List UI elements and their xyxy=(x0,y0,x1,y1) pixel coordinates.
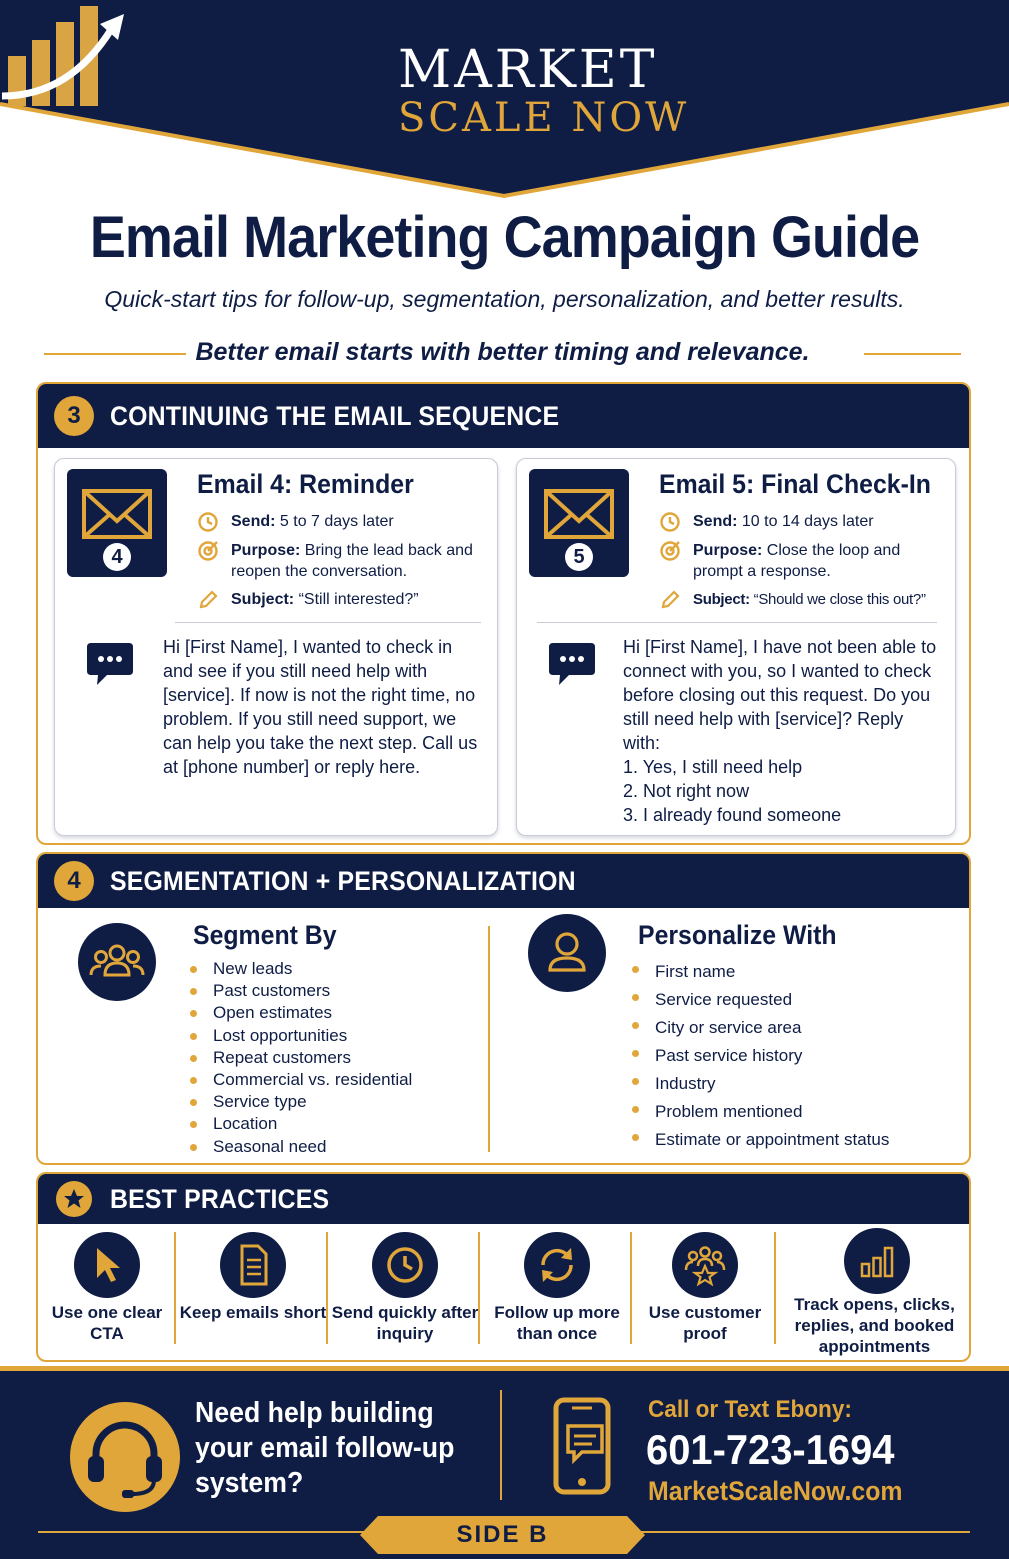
list-item: Past service history xyxy=(630,1042,950,1070)
section-3-title: CONTINUING THE EMAIL SEQUENCE xyxy=(110,400,560,431)
list-item: Service type xyxy=(188,1091,488,1113)
email-5-message-text: Hi [First Name], I have not been able to connect with you, so I wanted to check before closing out this request. Do you still need help with [service]? Reply with: xyxy=(623,637,937,753)
target-icon xyxy=(197,540,219,562)
need-help-text: Need help building your email follow-up system? xyxy=(195,1397,455,1499)
list-item: Location xyxy=(188,1113,488,1135)
footer xyxy=(0,1366,1009,1559)
list-item: Service requested xyxy=(630,986,950,1014)
reply-option: 1. Yes, I still need help xyxy=(623,757,803,777)
best-practice-divider xyxy=(326,1232,328,1344)
brand-line-2: SCALE NOW xyxy=(398,95,690,141)
list-item: Problem mentioned xyxy=(630,1098,950,1126)
brand-wordmark xyxy=(398,40,798,141)
envelope-icon xyxy=(529,469,629,577)
email-5-message xyxy=(623,635,943,827)
email-4-purpose-label: Purpose: xyxy=(231,542,301,559)
personalize-with-title: Personalize With xyxy=(638,920,837,950)
email-5-badge: 5 xyxy=(565,543,593,571)
best-practice-divider xyxy=(174,1232,176,1344)
best-practice-item xyxy=(778,1224,971,1359)
best-practice-item xyxy=(38,1224,176,1359)
section-best-practices xyxy=(36,1172,971,1362)
section-4-title: SEGMENTATION + PERSONALIZATION xyxy=(110,865,576,896)
best-practice-divider xyxy=(630,1232,632,1344)
section-email-sequence xyxy=(36,382,971,845)
chat-bubble-icon xyxy=(85,639,135,689)
page-title: Email Marketing Campaign Guide xyxy=(89,205,920,270)
email-5-purpose-row xyxy=(659,540,949,582)
best-practices-row xyxy=(38,1224,971,1362)
footer-rule-right xyxy=(640,1531,970,1533)
email-5-card xyxy=(516,458,956,836)
envelope-icon xyxy=(67,469,167,577)
email-4-subject-value: “Still interested?” xyxy=(298,591,419,608)
email-4-purpose-row xyxy=(197,540,497,582)
best-practice-item xyxy=(178,1224,328,1359)
list-item: Open estimates xyxy=(188,1002,488,1024)
footer-divider xyxy=(500,1390,502,1500)
section-3-number: 3 xyxy=(54,396,94,436)
email-4-subject-row xyxy=(197,589,497,610)
section-4-header xyxy=(38,854,969,908)
email-5-subject-value: “Should we close this out?” xyxy=(753,591,926,608)
email-4-divider xyxy=(175,622,481,623)
star-icon xyxy=(56,1181,92,1217)
email-5-purpose-value: Close the loop and prompt a response. xyxy=(693,542,901,580)
document-icon xyxy=(220,1232,286,1298)
header-banner xyxy=(0,0,1009,200)
email-4-message: Hi [First Name], I wanted to check in and see if you still need help with [service]. If now is not the right time, no problem. If you still need support, we can help you take the next step. Call us at [phone number] or reply here. xyxy=(163,637,478,777)
brand-line-1: MARKET xyxy=(398,40,658,100)
best-practice-label: Keep emails short xyxy=(179,1303,327,1322)
email-4-purpose-value: Bring the lead back and reopen the conversation. xyxy=(231,542,473,580)
list-item: Commercial vs. residential xyxy=(188,1069,488,1091)
email-4-badge: 4 xyxy=(103,543,131,571)
email-5-send-row xyxy=(659,511,949,532)
call-label: Call or Text Ebony: xyxy=(648,1396,852,1423)
growth-chart-logo-icon xyxy=(0,0,140,110)
target-icon xyxy=(659,540,681,562)
list-item: Repeat customers xyxy=(188,1047,488,1069)
best-practices-title: BEST PRACTICES xyxy=(110,1183,330,1214)
side-tab xyxy=(360,1516,645,1554)
footer-gold-rule xyxy=(0,1366,1009,1371)
website-link[interactable]: MarketScaleNow.com xyxy=(648,1476,903,1506)
segment-by-list xyxy=(188,958,488,1158)
email-4-title: Email 4: Reminder xyxy=(197,469,414,499)
list-item: First name xyxy=(630,958,950,986)
email-5-reply-options xyxy=(623,755,943,827)
phone-number[interactable]: 601-723-1694 xyxy=(646,1426,895,1473)
best-practice-divider xyxy=(774,1232,776,1344)
list-item: Lost opportunities xyxy=(188,1025,488,1047)
email-5-divider xyxy=(537,622,937,623)
segment-divider xyxy=(488,926,490,1152)
best-practice-item xyxy=(330,1224,480,1359)
list-item: New leads xyxy=(188,958,488,980)
group-star-icon xyxy=(672,1232,738,1298)
email-4-card xyxy=(54,458,498,836)
headset-icon xyxy=(70,1402,180,1512)
personalize-with-list xyxy=(630,958,950,1154)
pencil-icon xyxy=(659,589,681,611)
list-item: Estimate or appointment status xyxy=(630,1126,950,1154)
page-subtitle: Quick-start tips for follow-up, segmentation, personalization, and better results. xyxy=(104,286,905,312)
best-practice-item xyxy=(634,1224,776,1359)
section-segmentation xyxy=(36,852,971,1165)
cursor-icon xyxy=(74,1232,140,1298)
reply-option: 3. I already found someone xyxy=(623,805,842,825)
side-label: SIDE B xyxy=(456,1521,549,1548)
list-item: City or service area xyxy=(630,1014,950,1042)
best-practice-label: Use one clear CTA xyxy=(51,1303,163,1343)
tagline-row xyxy=(44,338,961,370)
email-5-title: Email 5: Final Check-In xyxy=(659,469,931,499)
best-practice-label: Send quickly after inquiry xyxy=(331,1303,479,1343)
email-5-subject-label: Subject: xyxy=(693,591,750,608)
pencil-icon xyxy=(197,589,219,611)
reply-option: 2. Not right now xyxy=(623,781,750,801)
email-4-send-value: 5 to 7 days later xyxy=(279,513,394,530)
best-practices-header xyxy=(38,1174,969,1224)
bar-chart-icon xyxy=(844,1228,910,1294)
email-4-send-label: Send: xyxy=(231,513,276,530)
smartphone-message-icon xyxy=(552,1396,612,1496)
email-4-subject-label: Subject: xyxy=(231,591,295,608)
segment-by-title: Segment By xyxy=(193,920,337,950)
best-practice-divider xyxy=(478,1232,480,1344)
section-4-number: 4 xyxy=(54,861,94,901)
tagline: Better email starts with better timing and relevance. xyxy=(195,338,810,366)
best-practice-label: Follow up more than once xyxy=(494,1303,620,1343)
footer-rule-left xyxy=(38,1531,368,1533)
clock-icon xyxy=(659,511,681,533)
clock-icon xyxy=(372,1232,438,1298)
list-item: Seasonal need xyxy=(188,1136,488,1158)
people-group-icon xyxy=(78,923,156,1001)
best-practice-item xyxy=(482,1224,632,1359)
best-practice-label: Track opens, clicks, replies, and booked appointments xyxy=(794,1295,955,1356)
email-5-purpose-label: Purpose: xyxy=(693,542,763,559)
person-icon xyxy=(528,914,606,992)
email-5-subject-row xyxy=(659,589,955,610)
best-practice-label: Use customer proof xyxy=(648,1303,762,1343)
list-item: Past customers xyxy=(188,980,488,1002)
email-4-send-row xyxy=(197,511,497,532)
email-5-send-value: 10 to 14 days later xyxy=(741,513,874,530)
list-item: Industry xyxy=(630,1070,950,1098)
chat-bubble-icon xyxy=(547,639,597,689)
section-3-header xyxy=(38,384,969,448)
clock-icon xyxy=(197,511,219,533)
refresh-icon xyxy=(524,1232,590,1298)
email-5-send-label: Send: xyxy=(693,513,738,530)
